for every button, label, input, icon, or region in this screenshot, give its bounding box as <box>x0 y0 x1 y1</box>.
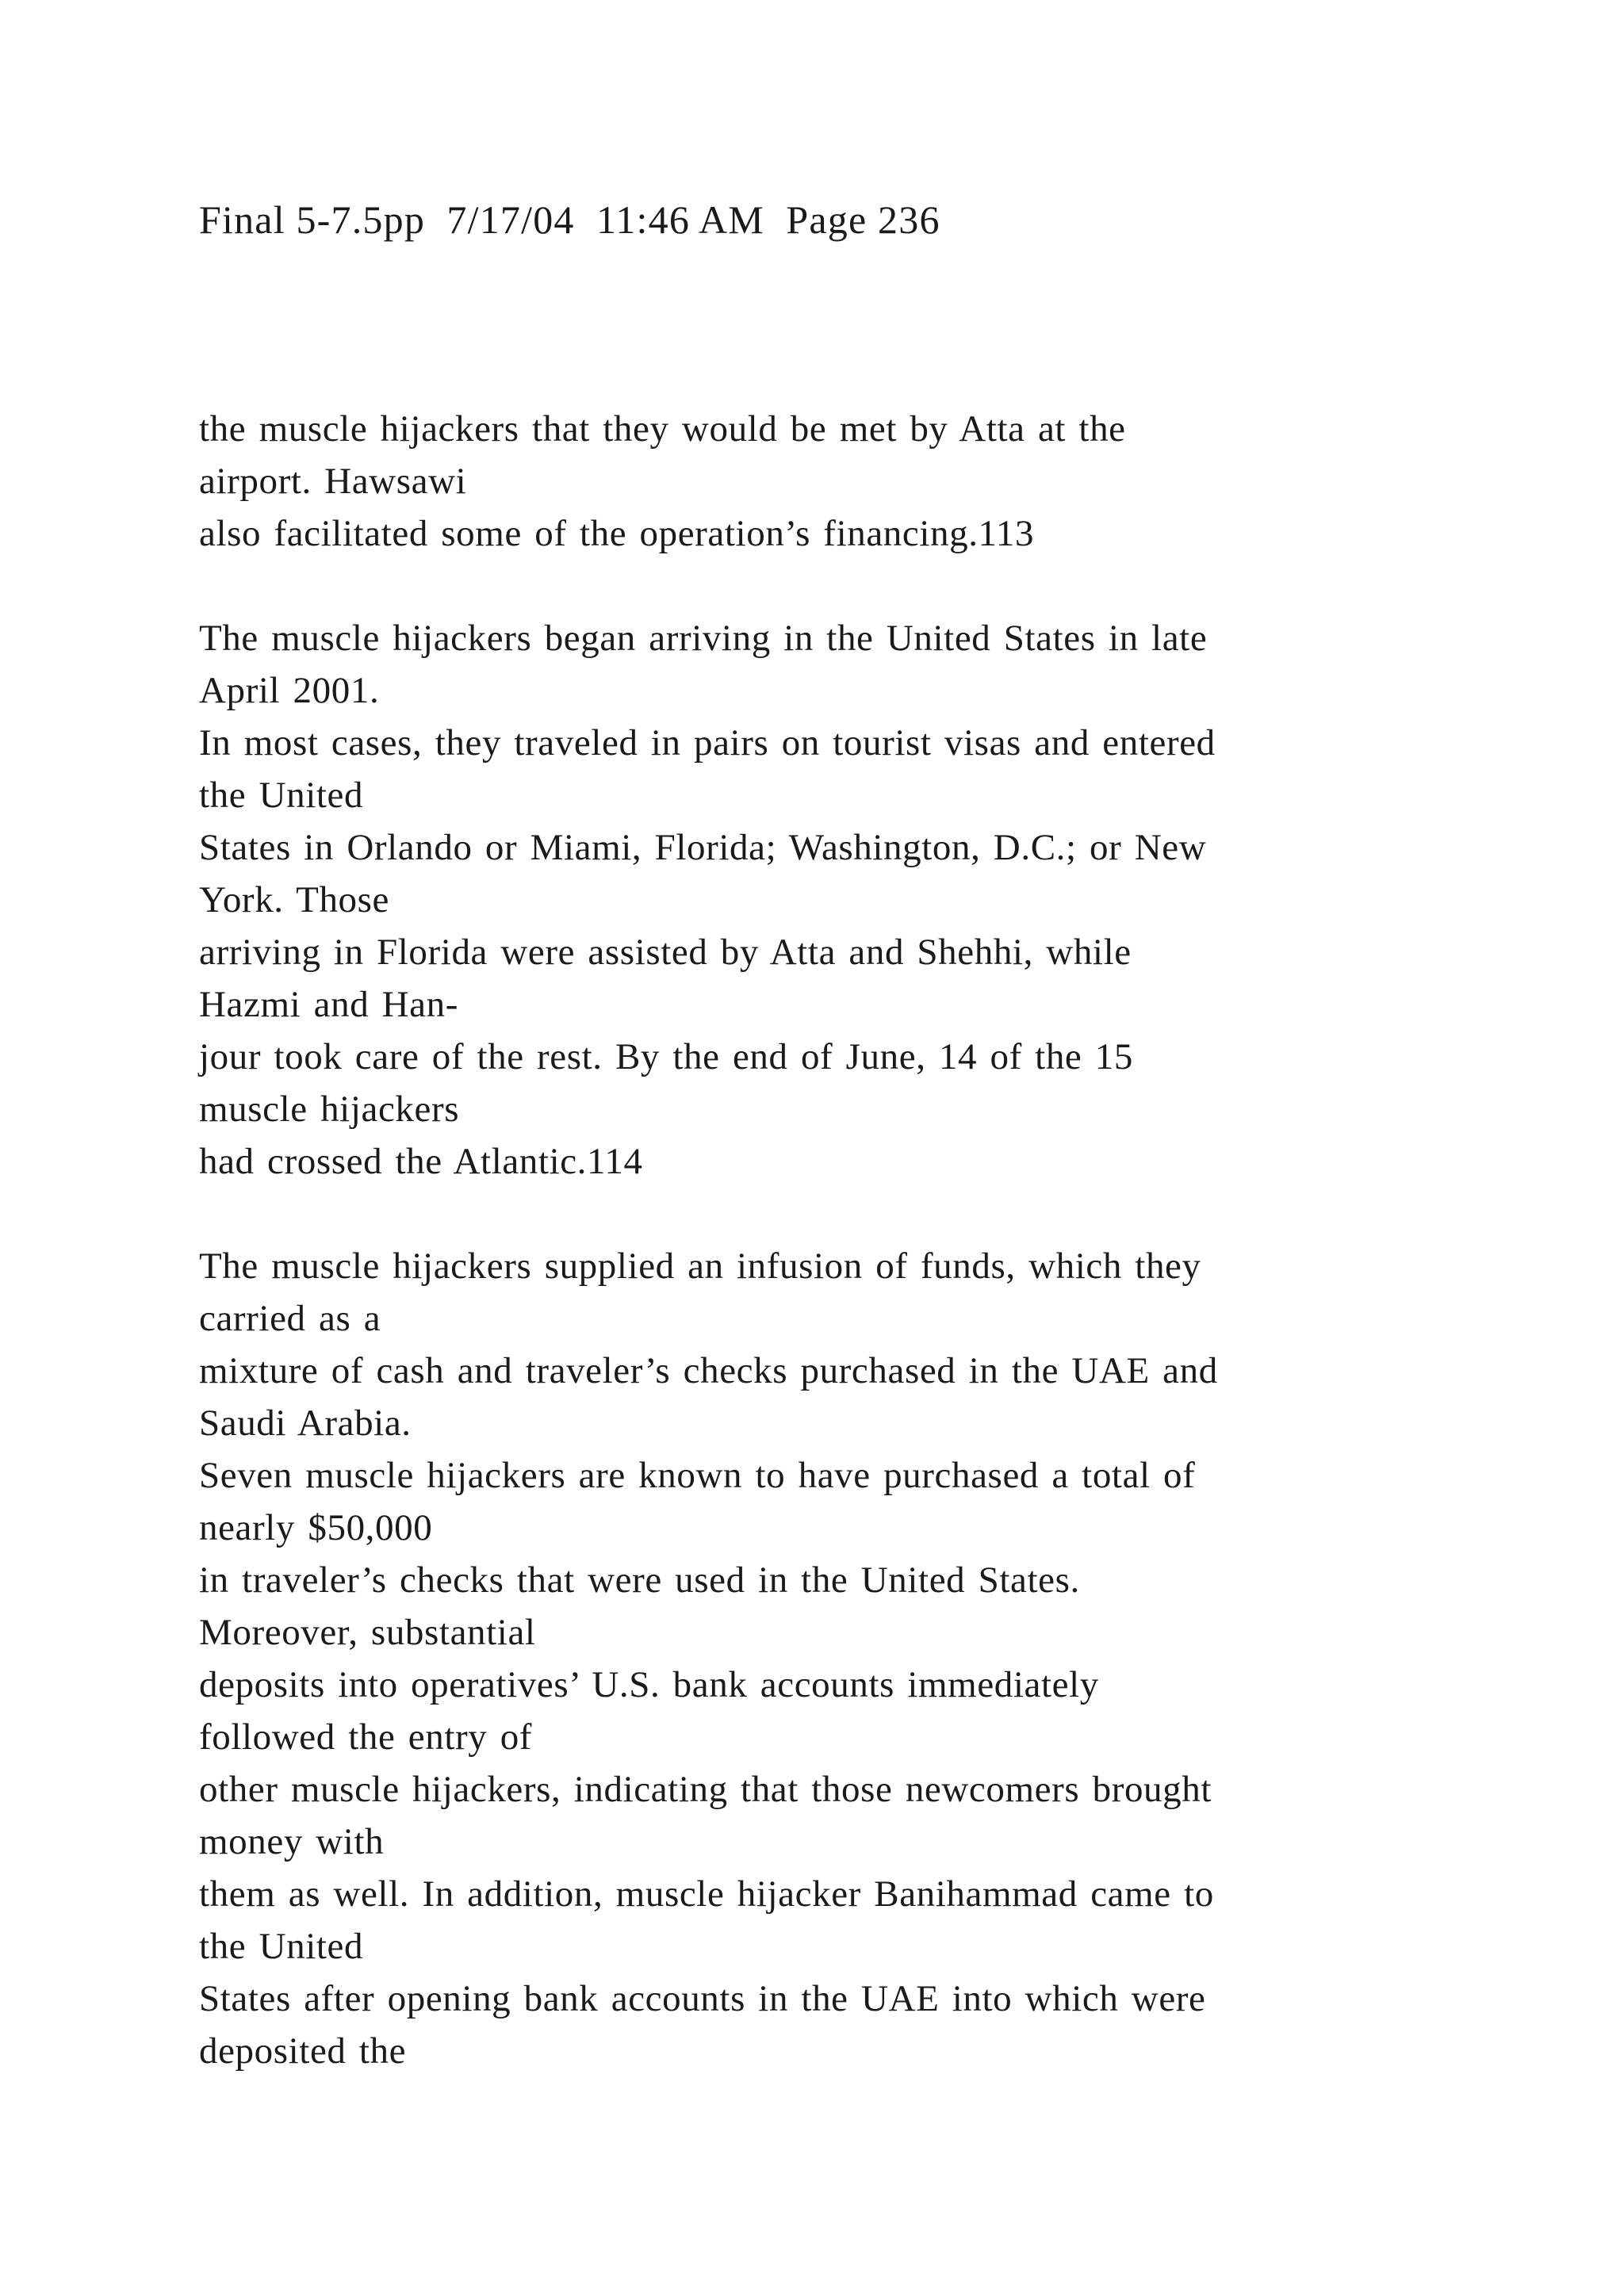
text-line: also facilitated some of the operation’s financing.113 <box>199 513 1035 554</box>
paragraph <box>199 1240 1531 2077</box>
text-line: muscle hijackers <box>199 1089 460 1130</box>
text-line: mixture of cash and traveler’s checks purchased in the UAE and <box>199 1350 1218 1391</box>
text-line: The muscle hijackers began arriving in the United States in late <box>199 618 1208 659</box>
text-line: the United <box>199 775 364 816</box>
text-line: other muscle hijackers, indicating that those newcomers brought <box>199 1769 1212 1810</box>
page-header: Final 5-7.5pp 7/17/04 11:46 AM Page 236 <box>199 197 940 242</box>
text-line: York. Those <box>199 879 390 920</box>
text-line: jour took care of the rest. By the end of June, 14 of the 15 <box>199 1036 1133 1077</box>
text-line: airport. Hawsawi <box>199 461 467 502</box>
paragraph-gap <box>199 1188 1531 1240</box>
paragraph <box>199 403 1531 560</box>
text-line: The muscle hijackers supplied an infusion of funds, which they <box>199 1246 1201 1287</box>
text-line: States in Orlando or Miami, Florida; Washington, D.C.; or New <box>199 827 1207 868</box>
text-line: States after opening bank accounts in the UAE into which were <box>199 1978 1206 2019</box>
text-line: nearly $50,000 <box>199 1507 433 1548</box>
text-line: deposited the <box>199 2030 407 2072</box>
text-line: money with <box>199 1821 385 1862</box>
text-line: Saudi Arabia. <box>199 1402 412 1444</box>
paragraph <box>199 612 1531 1188</box>
text-line: the muscle hijackers that they would be met by Atta at the <box>199 408 1126 450</box>
text-line: had crossed the Atlantic.114 <box>199 1141 643 1182</box>
text-line: them as well. In addition, muscle hijacker Banihammad came to <box>199 1873 1214 1915</box>
text-line: followed the entry of <box>199 1716 533 1758</box>
text-line: Seven muscle hijackers are known to have purchased a total of <box>199 1455 1196 1496</box>
body-text <box>199 403 1531 2077</box>
text-line: In most cases, they traveled in pairs on tourist visas and entered <box>199 722 1216 763</box>
text-line: Moreover, substantial <box>199 1612 536 1653</box>
text-line: April 2001. <box>199 670 380 711</box>
text-line: in traveler’s checks that were used in the United States. <box>199 1559 1080 1601</box>
text-line: the United <box>199 1926 364 1967</box>
text-line: carried as a <box>199 1298 381 1339</box>
text-line: Hazmi and Han- <box>199 984 458 1025</box>
text-line: arriving in Florida were assisted by Atta and Shehhi, while <box>199 932 1132 973</box>
paragraph-gap <box>199 560 1531 612</box>
text-line: deposits into operatives’ U.S. bank accounts immediately <box>199 1664 1099 1705</box>
